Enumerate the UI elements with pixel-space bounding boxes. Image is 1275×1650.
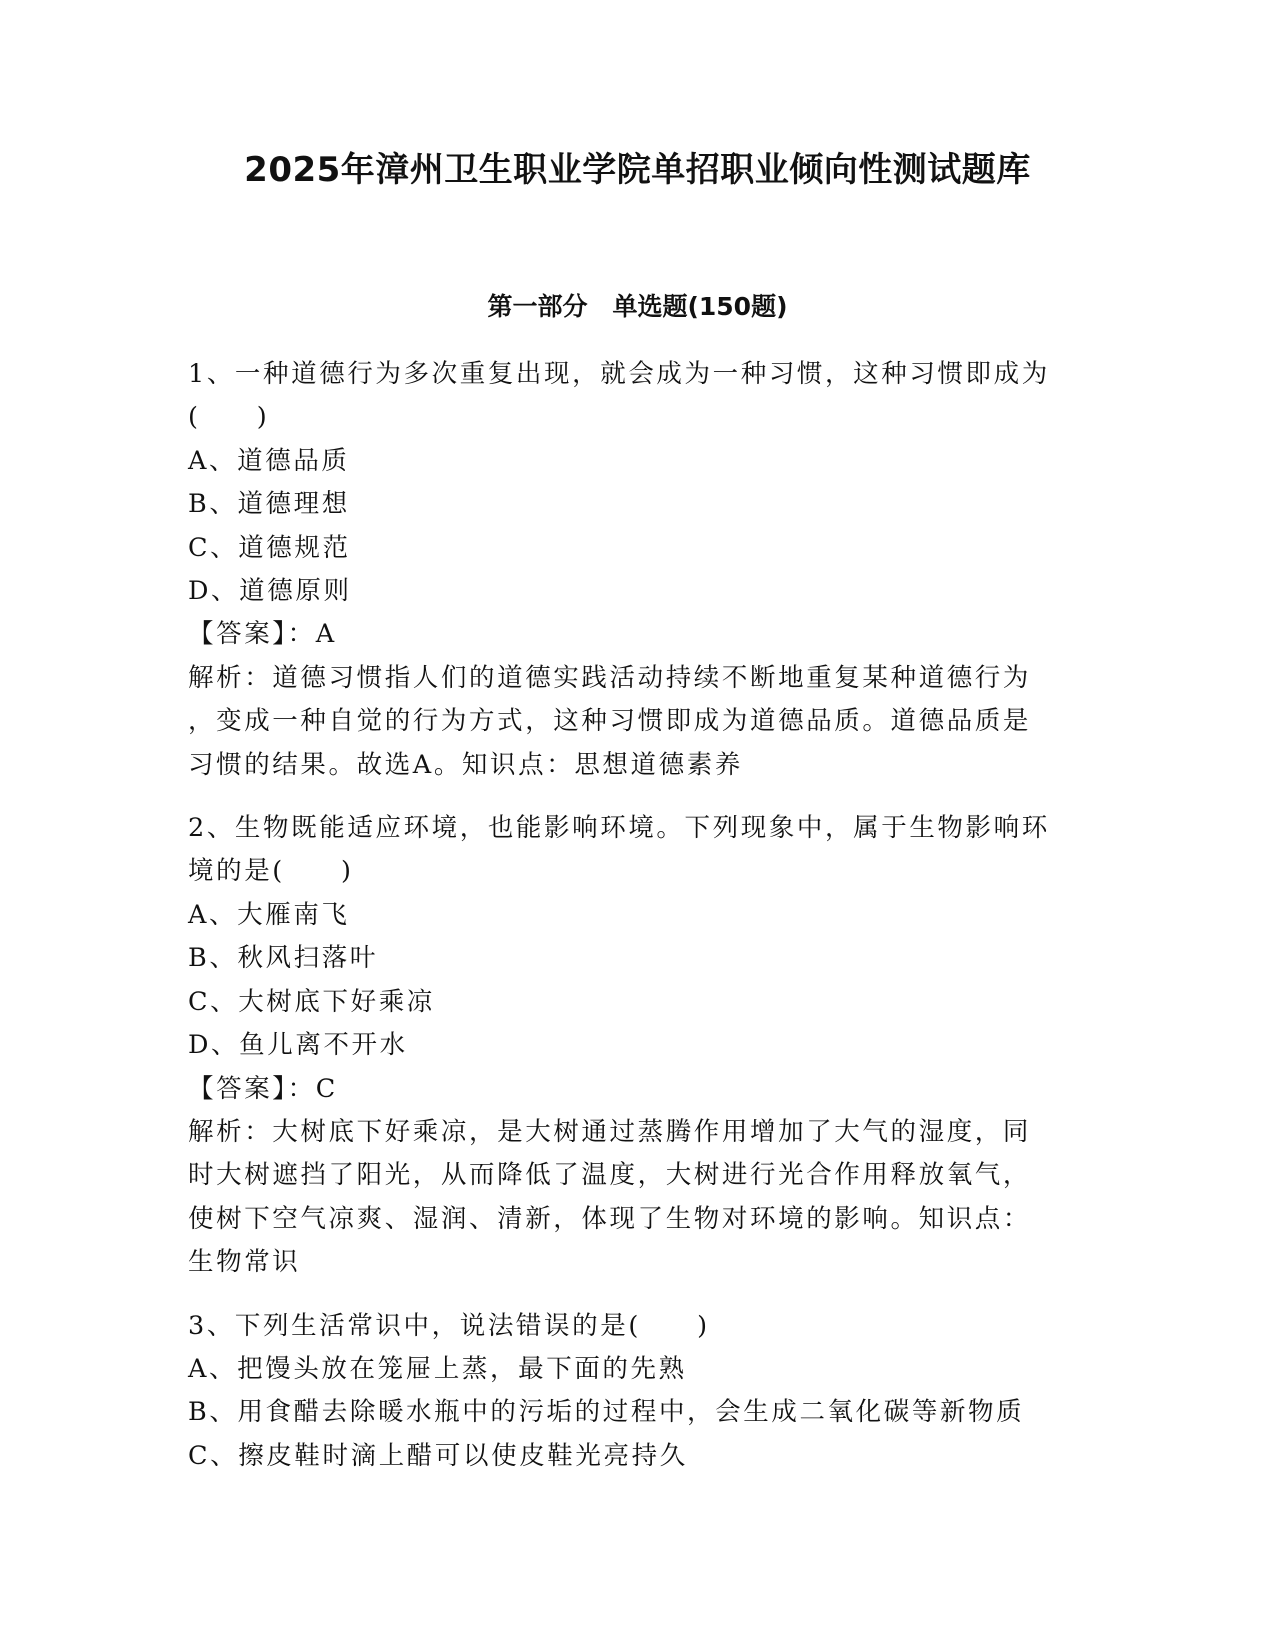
question-1-option-a: A、道德品质 — [188, 445, 350, 476]
question-2-analysis-line-4: 生物常识 — [188, 1247, 301, 1278]
question-3-stem: 3、下列生活常识中，说法错误的是( ) — [188, 1310, 710, 1341]
question-2-answer: 【答案】：C — [188, 1073, 338, 1104]
question-1 — [188, 353, 1088, 787]
question-1-analysis-line-1: 解析：道德习惯指人们的道德实践活动持续不断地重复某种道德行为 — [188, 662, 1032, 693]
question-2-analysis-line-2: 时大树遮挡了阳光，从而降低了温度，大树进行光合作用释放氧气， — [188, 1160, 1032, 1191]
question-spacer — [188, 1285, 1088, 1305]
question-3 — [188, 1305, 1088, 1479]
section-title: 第一部分 单选题(150题) — [487, 292, 788, 321]
question-2-stem-line-1: 2、生物既能适应环境，也能影响环境。下列现象中，属于生物影响环 — [188, 813, 1050, 844]
question-2-stem-line-2: 境的是( ) — [188, 856, 354, 887]
question-list — [188, 353, 1088, 1478]
question-2-option-b: B、秋风扫落叶 — [188, 943, 378, 974]
question-2-option-a: A、大雁南飞 — [188, 899, 350, 930]
question-3-option-c: C、擦皮鞋时滴上醋可以使皮鞋光亮持久 — [188, 1440, 688, 1471]
document-title: 2025年漳州卫生职业学院单招职业倾向性测试题库 — [244, 150, 1031, 190]
question-1-analysis-line-2: ，变成一种自觉的行为方式，这种习惯即成为道德品质。道德品质是 — [188, 706, 1032, 737]
question-3-option-a: A、把馒头放在笼屉上蒸，最下面的先熟 — [188, 1353, 687, 1384]
question-1-analysis-line-3: 习惯的结果。故选A。知识点：思想道德素养 — [188, 749, 743, 780]
question-3-option-b: B、用食醋去除暖水瓶中的污垢的过程中，会生成二氧化碳等新物质 — [188, 1397, 1025, 1428]
question-1-option-b: B、道德理想 — [188, 489, 350, 520]
question-1-option-c: C、道德规范 — [188, 532, 351, 563]
question-1-stem: 1、一种道德行为多次重复出现，就会成为一种习惯，这种习惯即成为 — [188, 359, 1050, 389]
question-2-option-d: D、鱼儿离不开水 — [188, 1030, 408, 1061]
question-2-analysis-line-3: 使树下空气凉爽、湿润、清新，体现了生物对环境的影响。知识点： — [188, 1203, 1032, 1234]
question-spacer — [188, 787, 1088, 807]
question-2 — [188, 807, 1088, 1284]
question-1-option-d: D、道德原则 — [188, 576, 352, 607]
question-2-analysis-line-1: 解析：大树底下好乘凉，是大树通过蒸腾作用增加了大气的湿度，同 — [188, 1116, 1032, 1147]
question-1-answer: 【答案】：A — [188, 619, 337, 650]
question-1-blank: ( ) — [188, 402, 270, 433]
question-2-option-c: C、大树底下好乘凉 — [188, 986, 435, 1017]
